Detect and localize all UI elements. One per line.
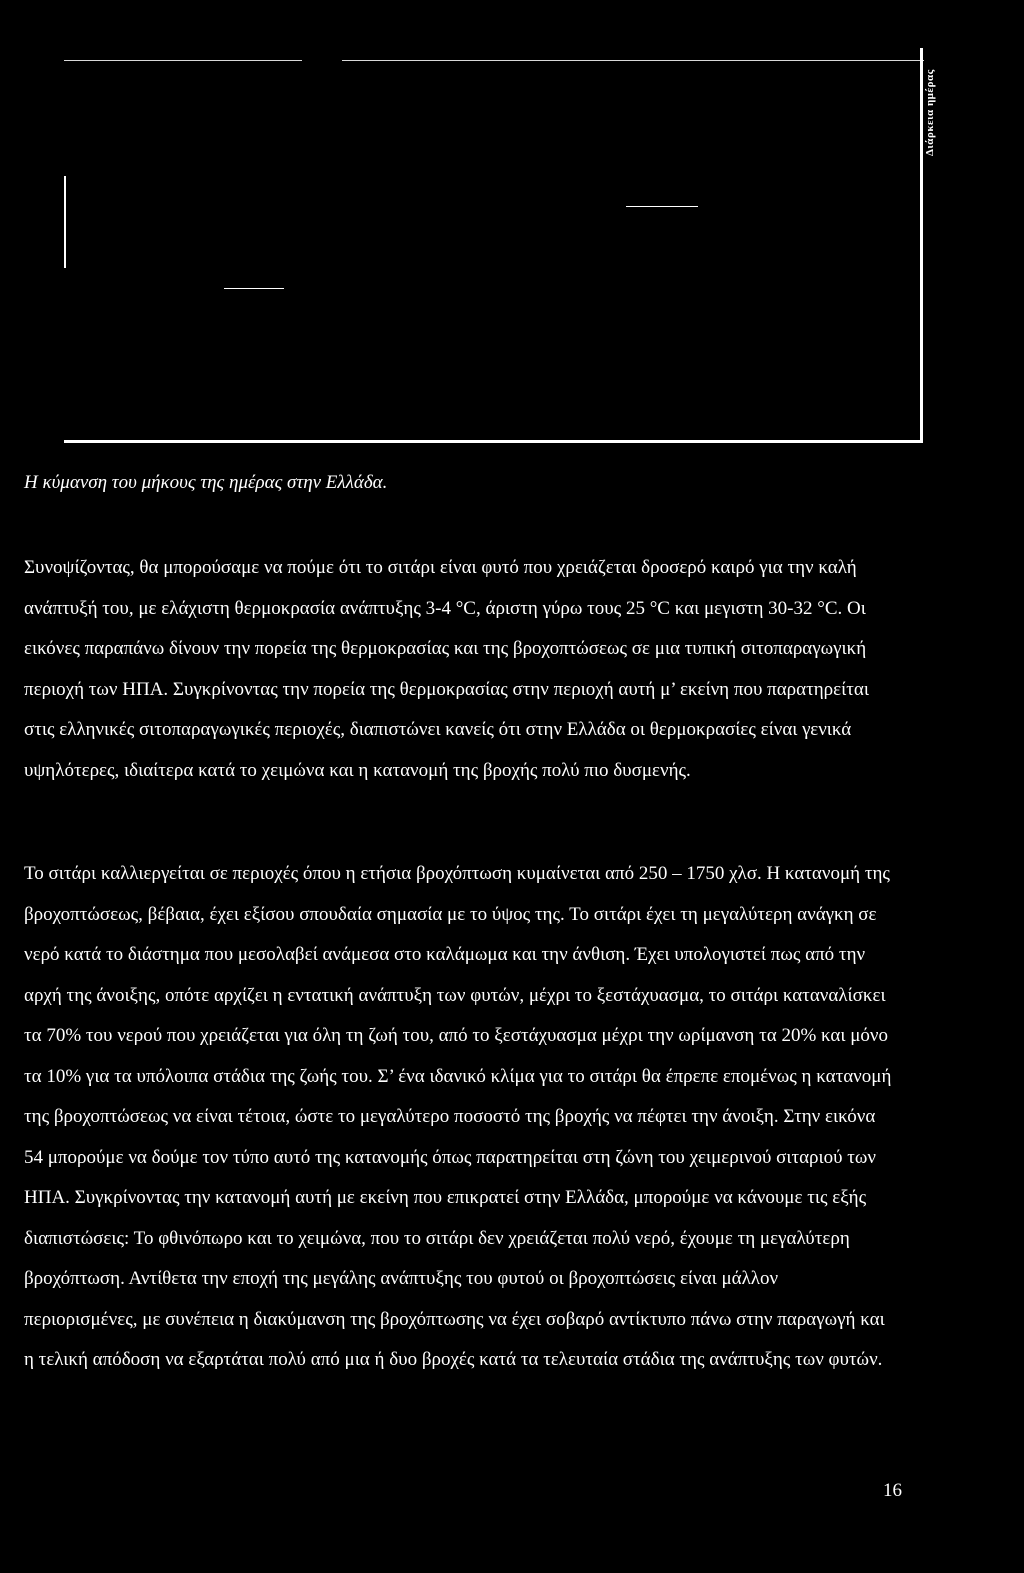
paragraph-rainfall: Το σιτάρι καλλιεργείται σε περιοχές όπου η ετήσια βροχόπτωση κυμαίνεται από 250 – 1750 χλσ. Η κατανομή της βροχοπτώσεως, βέβαια, έχει εξίσου σπουδαία σημασία με το ύψος της. Το σιτάρι έχει τη μεγαλύτερη ανάγκη σε νερό κατά το διάστημα που μεσολαβεί ανάμεσα στο καλάμωμα και την άνθιση. Έχει υπολογιστεί πως από την αρχή της άνοιξης, οπότε αρχίζει η εντατική ανάπτυξη των φυτών, μέχρι το ξεστάχυασμα, το σιτάρι καταναλίσκει τα 70% του νερού που χρειάζεται για όλη τη ζωή του, από το ξεστάχυασμα μέχρι την ωρίμανση τα 20% και μόνο τα 10% για τα υπόλοιπα στάδια της ζωής του. Σ’ ένα ιδανικό κλίμα για το σιτάρι θα έπρεπε επομένως η κατανομή της βροχοπτώσεως να είναι τέτοια, ώστε το μεγαλύτερο ποσοστό της βροχής να πέφτει την άνοιξη. Στην εικόνα 54 μπορούμε να δούμε τον τύπο αυτό της κατανομής όπως παρατηρείται στη ζώνη του χειμερινού σιταριού των ΗΠΑ. Συγκρίνοντας την κατανομή αυτή με εκείνη που επικρατεί στην Ελλάδα, μπορούμε να κάνουμε τις εξής διαπιστώσεις: Το φθινόπωρο και το χειμώνα, που το σιτάρι δεν χρειάζεται πολύ νερό, έχουμε τη μεγαλύτερη βροχόπτωση. Αντίθετα την εποχή της μεγάλης ανάπτυξης του φυτού οι βροχοπτώσεις είναι μάλλον περιορισμένες, με συνέπεια η διακύμανση της βροχόπτωσης να έχει σοβαρό αντίκτυπο πάνω στην παραγωγή και η τελική απόδοση να εξαρτάται πολύ από μια ή δυο βροχές κατά τα τελευταία στάδια της ανάπτυξης των φυτών.	[24, 863, 892, 1370]
figure-caption: Η κύμανση του μήκους της ημέρας στην Ελλάδα.	[24, 472, 388, 493]
paragraph-summary: Συνοψίζοντας, θα μπορούσαμε να πούμε ότι το σιτάρι είναι φυτό που χρειάζεται δροσερό καιρό για την καλή ανάπτυξή του, με ελάχιστη θερμοκρασία ανάπτυξης 3-4 °C, άριστη γύρω τους 25 °C και μεγιστη 30-32 °C. Οι εικόνες παραπάνω δίνουν την πορεία της θερμοκρασίας και της βροχοπτώσεως σε μια τυπική σιτοπαραγωγική περιοχή των ΗΠΑ. Συγκρίνοντας την πορεία της θερμοκρασίας στην περιοχή αυτή μ’ εκείνη που παρατηρείται στις ελληνικές σιτοπαραγωγικές περιοχές, διαπιστώνει κανείς ότι στην Ελλάδα οι θερμοκρασίες είναι γενικά υψηλότερες, ιδιαίτερα κατά το χειμώνα και η κατανομή της βροχής πολύ πιο δυσμενής.	[24, 557, 869, 781]
figure-left-axis-segment	[64, 176, 66, 268]
figure-mark-lower	[224, 288, 284, 289]
figure-top-border	[64, 60, 924, 61]
figure-top-border-gap	[302, 58, 342, 63]
figure-y-axis-label: Διάρκεια ημέρας	[924, 69, 936, 157]
day-length-figure	[64, 48, 936, 443]
page-number: 16	[883, 1480, 902, 1501]
figure-mark-upper	[626, 206, 698, 207]
